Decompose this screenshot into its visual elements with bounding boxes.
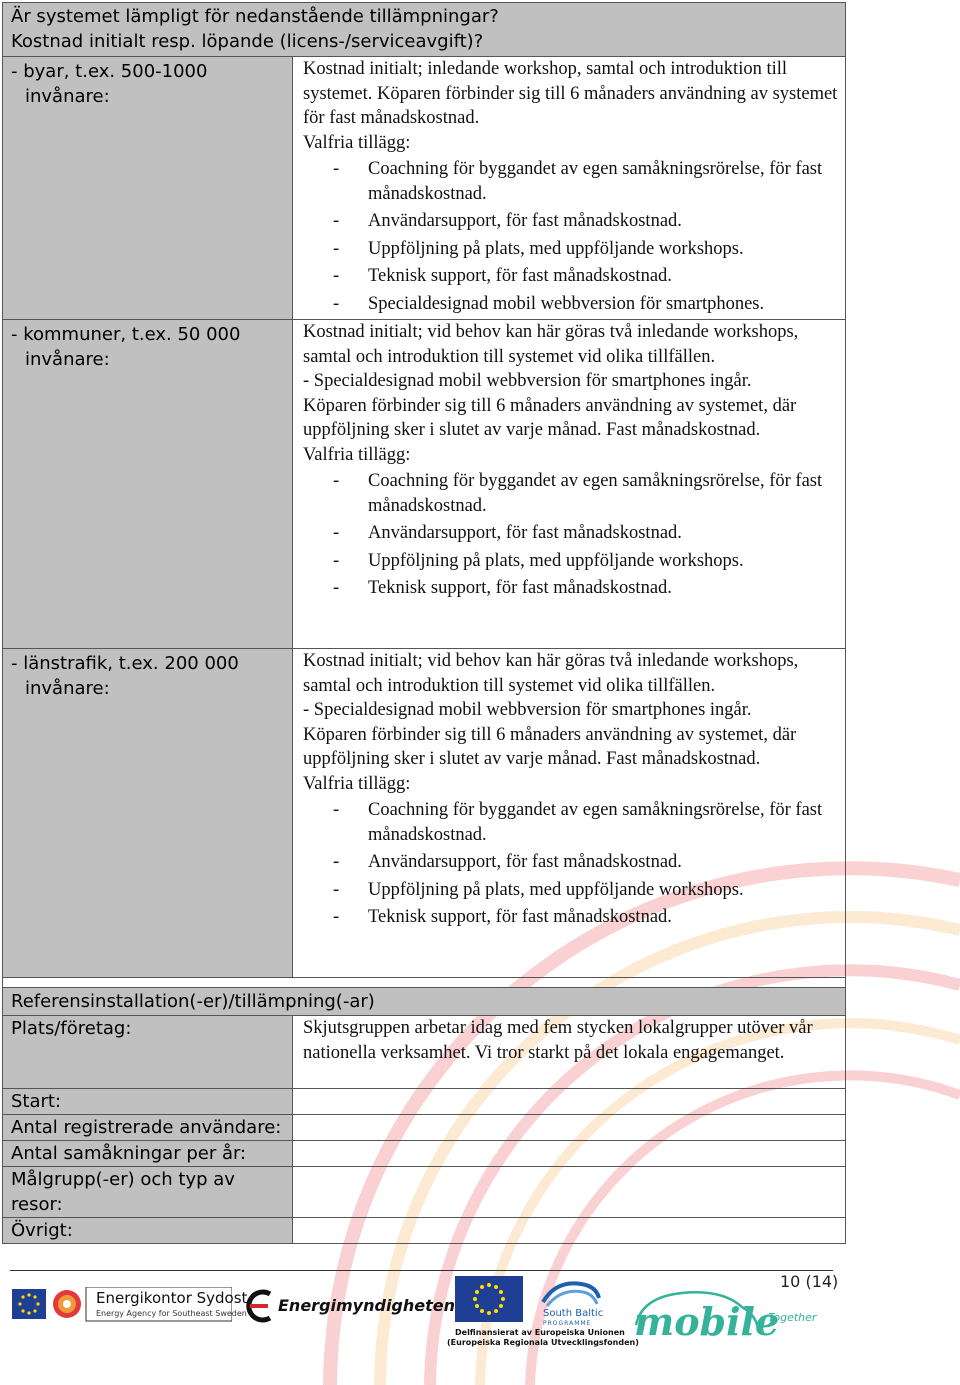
list-item: - Coachning för byggandet av egen samåkningsrörelse, för fast månadskostnad. [333, 471, 823, 516]
users-value [293, 1115, 846, 1141]
list-item: - Teknisk support, för fast månadskostnad. [333, 266, 672, 286]
reference-users-row [3, 1115, 846, 1141]
row-label-lanstrafik: - länstrafik, t.ex. 200 000 [11, 653, 239, 674]
reference-title: Referensinstallation(-er)/tillämpning(-ar) [11, 991, 375, 1012]
users-label: Antal registrerade användare: [11, 1117, 282, 1138]
smartphone-note: - Specialdesignad mobil webbversion för smartphones ingår. [303, 700, 752, 720]
other-label: Övrigt: [11, 1220, 73, 1241]
energimyndigheten-swoosh-icon [240, 1286, 280, 1326]
reference-start-row [3, 1089, 846, 1115]
header-row [3, 3, 846, 57]
cost-paragraph: Kostnad initialt; vid behov kan här göras två inledande workshops, samtal och introduktion till systemet vid olika tillfällen. [303, 322, 799, 367]
south-baltic-programme: PROGRAMME [543, 1320, 592, 1327]
header-question-1: Är systemet lämpligt för nedanstående tillämpningar? [11, 6, 499, 27]
options-list [303, 798, 841, 930]
place-value: Skjutsgruppen arbetar idag med fem stycken lokalgrupper utöver vår nationella verksamhet. Vi tror starkt på det lokala engagemanget. [303, 1018, 813, 1063]
mobile-wordmark: mobile [634, 1299, 780, 1344]
footer-divider [10, 1270, 833, 1271]
list-item: - Användarsupport, för fast månadskostnad. [333, 523, 682, 543]
row-label-byar: - byar, t.ex. 500-1000 [11, 61, 208, 82]
commitment-paragraph: Köparen förbinder sig till 6 månaders användning av systemet, där uppföljning sker i slutet av varje månad. Fast månadskostnad. [303, 724, 797, 769]
reference-other-row [3, 1218, 846, 1244]
south-baltic-name: South Baltic [543, 1308, 604, 1319]
start-value [293, 1089, 846, 1115]
row-label-kommuner-sub: invånare: [25, 349, 110, 370]
energikontor-sydost-logo [12, 1287, 248, 1323]
row-byar [3, 57, 846, 320]
application-table [2, 2, 846, 1244]
eu-caption-2: (Europeiska Regionala Utvecklingsfonden) [447, 1338, 639, 1347]
energimyndigheten-logo [240, 1286, 456, 1326]
energikontor-subtitle: Energy Agency for Southeast Sweden [96, 1309, 247, 1318]
together-wordmark: Together [768, 1311, 817, 1324]
energikontor-name: Energikontor Sydost [96, 1289, 248, 1307]
list-item: - Uppföljning på plats, med uppföljande workshops. [333, 238, 744, 259]
energimyndigheten-name: Energimyndigheten [278, 1296, 456, 1315]
options-list [303, 469, 841, 601]
mobile-together-logo [632, 1285, 822, 1345]
reference-target-row [3, 1167, 846, 1218]
row-label-kommuner: - kommuner, t.ex. 50 000 [11, 324, 241, 345]
list-item: - Uppföljning på plats, med uppföljande workshops. [333, 879, 744, 900]
smartphone-note: - Specialdesignad mobil webbversion för smartphones ingår. [303, 371, 752, 391]
cost-paragraph: Kostnad initialt; vid behov kan här göras två inledande workshops, samtal och introduktion till systemet vid olika tillfällen. [303, 651, 799, 696]
list-item: - Användarsupport, för fast månadskostnad. [333, 211, 682, 231]
eu-fund-logo [445, 1276, 639, 1352]
row-lanstrafik [3, 649, 846, 978]
row-label-byar-sub: invånare: [25, 86, 110, 107]
eu-flag-icon [455, 1276, 523, 1324]
options-title: Valfria tillägg: [303, 132, 411, 153]
list-item: - Specialdesignad mobil webbversion för smartphones. [333, 293, 765, 314]
list-item: - Coachning för byggandet av egen samåkningsrörelse, för fast månadskostnad. [333, 159, 823, 204]
options-title: Valfria tillägg: [303, 444, 411, 465]
spacer-row [3, 978, 846, 988]
list-item: - Coachning för byggandet av egen samåkningsrörelse, för fast månadskostnad. [333, 800, 823, 845]
options-list [303, 157, 841, 316]
trips-label: Antal samåkningar per år: [11, 1143, 247, 1164]
target-value [293, 1167, 846, 1218]
page-number: 10 (14) [780, 1272, 839, 1291]
other-value [293, 1218, 846, 1244]
place-label: Plats/företag: [11, 1018, 132, 1039]
south-baltic-wave-icon [541, 1276, 601, 1308]
cost-paragraph: Kostnad initialt; inledande workshop, samtal och introduktion till systemet. Köparen förbinder sig till 6 månaders användning av systemet för fast månadskostnad. [303, 59, 838, 128]
list-item: - Uppföljning på plats, med uppföljande workshops. [333, 550, 744, 571]
start-label: Start: [11, 1091, 62, 1112]
row-kommuner [3, 320, 846, 649]
target-label: Målgrupp(-er) och typ av resor: [11, 1169, 235, 1215]
list-item: - Teknisk support, för fast månadskostnad. [333, 578, 672, 598]
reference-place-row [3, 1016, 846, 1089]
commitment-paragraph: Köparen förbinder sig till 6 månaders användning av systemet, där uppföljning sker i slutet av varje månad. Fast månadskostnad. [303, 395, 797, 440]
options-title: Valfria tillägg: [303, 773, 411, 794]
reference-trips-row [3, 1141, 846, 1167]
reference-title-row [3, 988, 846, 1016]
eu-caption-1: Delfinansierat av Europeiska Unionen [455, 1328, 625, 1337]
row-label-lanstrafik-sub: invånare: [25, 678, 110, 699]
list-item: - Teknisk support, för fast månadskostnad. [333, 907, 672, 927]
list-item: - Användarsupport, för fast månadskostnad. [333, 852, 682, 872]
header-question-2: Kostnad initialt resp. löpande (licens-/serviceavgift)? [11, 31, 484, 52]
trips-value [293, 1141, 846, 1167]
